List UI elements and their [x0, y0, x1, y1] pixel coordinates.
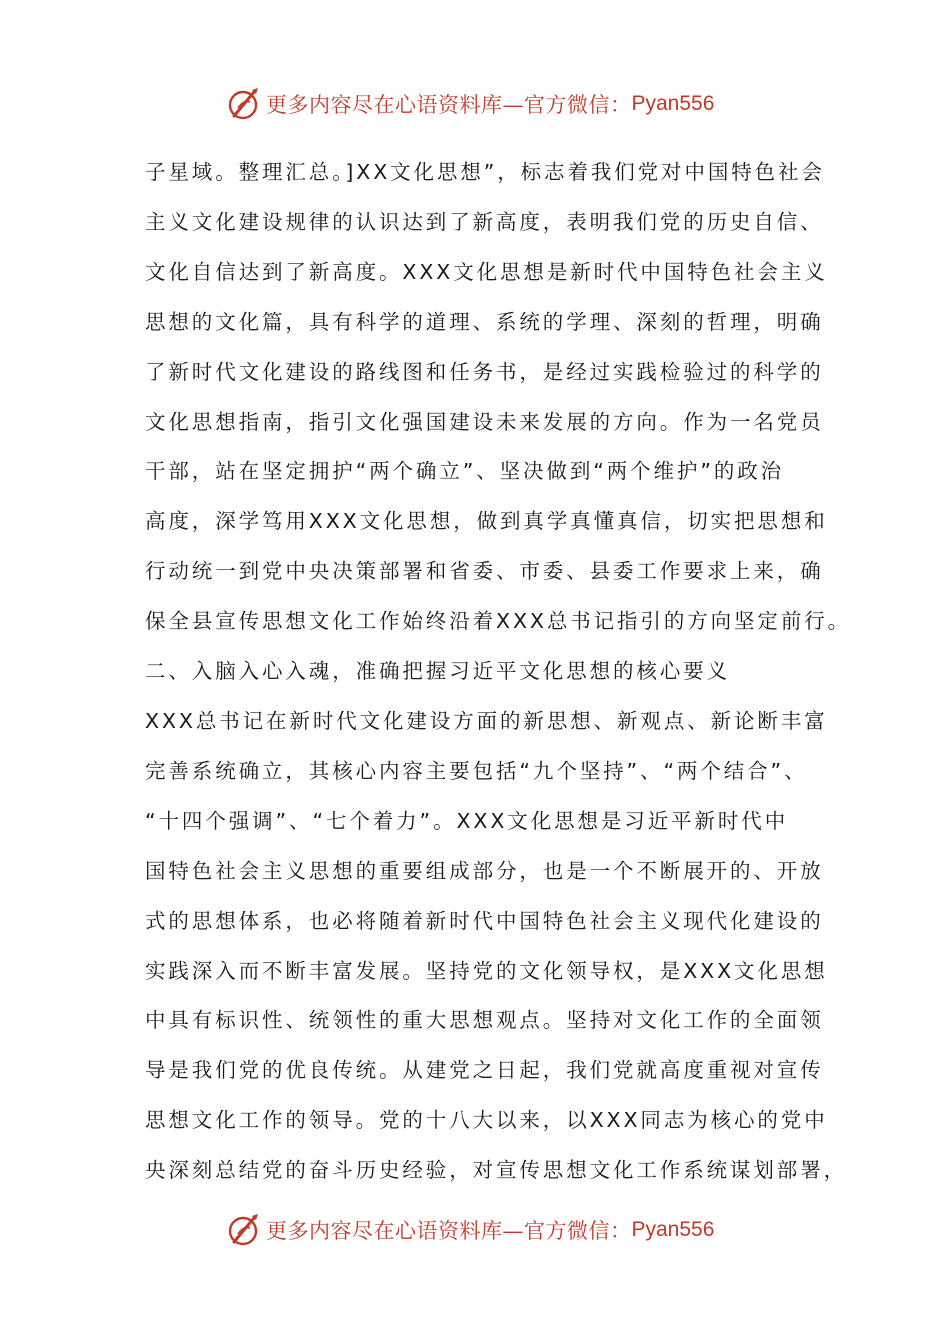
- text-line: 文化思想指南，指引文化强国建设未来发展的方向。作为一名党员: [145, 409, 824, 434]
- section-heading: 二、入脑入心入魂，准确把握习近平文化思想的核心要义: [145, 659, 730, 684]
- text-line: XXX总书记在新时代文化建设方面的新思想、新观点、新论断丰富: [145, 708, 828, 733]
- text-line: 中具有标识性、统领性的重大思想观点。坚持对文化工作的全面领: [145, 1008, 824, 1033]
- text-line: 主义文化建设规律的认识达到了新高度，表明我们党的历史自信、: [145, 209, 824, 234]
- pen-logo-icon: [226, 86, 262, 122]
- text-line: 思想的文化篇，具有科学的道理、系统的学理、深刻的哲理，明确: [145, 309, 824, 334]
- text-line: 央深刻总结党的奋斗历史经验，对宣传思想文化工作系统谋划部署，: [145, 1158, 847, 1183]
- text-line: 干部，站在坚定拥护“两个确立”、坚决做到“两个维护”的政治: [145, 459, 785, 484]
- text-line: 高度，深学笃用XXX文化思想，做到真学真懂真信，切实把思想和: [145, 509, 828, 534]
- text-line: 了新时代文化建设的路线图和任务书，是经过实践检验过的科学的: [145, 359, 824, 384]
- text-line: 思想文化工作的领导。党的十八大以来，以XXX同志为核心的党中: [145, 1108, 828, 1133]
- text-line: 实践深入而不断丰富发展。坚持党的文化领导权，是XXX文化思想: [145, 958, 828, 983]
- document-body: [145, 148, 852, 1196]
- text-line: 式的思想体系，也必将随着新时代中国特色社会主义现代化建设的: [145, 908, 824, 933]
- watermark-footer: [226, 1210, 746, 1250]
- text-line: 子星域。整理汇总。]XX文化思想”，标志着我们党对中国特色社会: [145, 160, 825, 184]
- watermark-text: 更多内容尽在心语资料库—官方微信：: [266, 93, 632, 117]
- text-line: 保全县宣传思想文化工作始终沿着XXX总书记指引的方向坚定前行。: [145, 609, 852, 634]
- text-line: 国特色社会主义思想的重要组成部分，也是一个不断展开的、开放: [145, 858, 824, 883]
- watermark-text: 更多内容尽在心语资料库—官方微信：: [266, 1219, 632, 1243]
- text-line: 文化自信达到了新高度。XXX文化思想是新时代中国特色社会主义: [145, 259, 828, 284]
- text-line: 导是我们党的优良传统。从建党之日起，我们党就高度重视对宣传: [145, 1058, 824, 1083]
- text-line: “十四个强调”、“七个着力”。XXX文化思想是习近平新时代中: [145, 808, 789, 833]
- watermark-wechat-id: Pyan556: [631, 1218, 715, 1241]
- watermark-wechat-id: Pyan556: [631, 92, 715, 115]
- text-line: 行动统一到党中央决策部署和省委、市委、县委工作要求上来，确: [145, 559, 824, 584]
- pen-logo-icon: [226, 1212, 262, 1248]
- text-line: 完善系统确立，其核心内容主要包括“九个坚持”、“两个结合”、: [145, 758, 808, 783]
- watermark-header: [226, 84, 746, 124]
